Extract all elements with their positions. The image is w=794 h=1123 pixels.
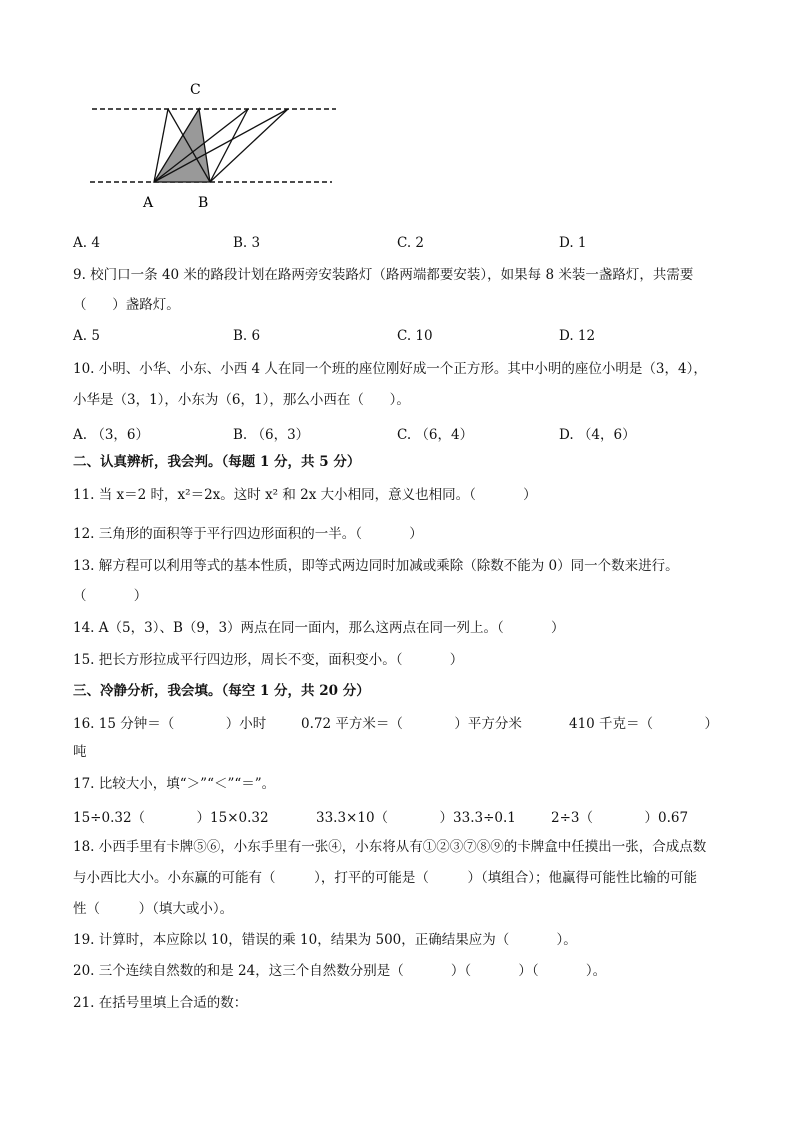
q18-line3[interactable]: 性（ ）（填大或小）。 (73, 901, 234, 917)
q16-part-minutes[interactable]: 16. 15 分钟＝（ ）小时 (73, 716, 267, 732)
q10-option-b[interactable]: B. （6，3） (233, 427, 310, 443)
q18-line2[interactable]: 与小西比大小。小东赢的可能有（ ），打平的可能是（ ）（填组合）；他赢得可能性比输的可能 (73, 870, 697, 886)
q13-line1: 13. 解方程可以利用等式的基本性质，即等式两边同时加减或乘除（除数不能为 0）同一个数来进行。 (73, 558, 679, 574)
q8-option-d[interactable]: D. 1 (559, 235, 587, 251)
q9-option-b[interactable]: B. 6 (233, 328, 261, 344)
q21: 21. 在括号里填上合适的数： (73, 995, 248, 1011)
q8-option-b[interactable]: B. 3 (233, 235, 261, 251)
q16-line2: 吨 (73, 744, 87, 760)
q9-options (73, 328, 753, 346)
q18-line1: 18. 小西手里有卡牌⑤⑥，小东手里有一张④，小东将从有①②③⑦⑧⑨的卡牌盒中任摸出一张，合成点数 (73, 839, 707, 855)
q9-option-d[interactable]: D. 12 (559, 328, 596, 344)
label-c: C (190, 82, 201, 98)
label-b: B (198, 195, 209, 211)
q9-option-a[interactable]: A. 5 (73, 328, 100, 344)
q10-option-d[interactable]: D. （4，6） (559, 427, 636, 443)
q9-line2[interactable]: （ ）盏路灯。 (73, 297, 180, 313)
q16-line1 (73, 712, 753, 730)
q15[interactable]: 15. 把长方形拉成平行四边形，周长不变，面积变小。（ ） (73, 652, 464, 668)
q11[interactable]: 11. 当 x＝2 时，x²＝2x。这时 x² 和 2x 大小相同，意义也相同。（ ） (73, 487, 537, 503)
q8-option-a[interactable]: A. 4 (73, 235, 100, 251)
q9-line1: 9. 校门口一条 40 米的路段计划在路两旁安装路灯（路两端都要安装），如果每 8 米装一盏路灯，共需要 (73, 267, 694, 283)
q17-compare-2[interactable]: 33.3×10（ ）33.3÷0.1 (316, 810, 516, 826)
q17-compare-1[interactable]: 15÷0.32（ ）15×0.32 (73, 810, 269, 826)
section2-heading: 二、认真辨析，我会判。（每题 1 分，共 5 分） (73, 454, 361, 470)
q8-options (73, 235, 753, 253)
q17-compare-3[interactable]: 2÷3（ ）0.67 (551, 810, 689, 826)
q14[interactable]: 14. A（5，3）、B（9，3）两点在同一面内，那么这两点在同一列上。（ ） (73, 620, 565, 636)
q10-line1: 10. 小明、小华、小东、小西 4 人在同一个班的座位刚好成一个正方形。其中小明的座位小明是（3，4）， (73, 361, 707, 377)
geometry-figure (80, 76, 350, 216)
q13-line2[interactable]: （ ） (73, 588, 148, 604)
label-a: A (143, 195, 154, 211)
q10-option-c[interactable]: C. （6，4） (397, 427, 474, 443)
q20[interactable]: 20. 三个连续自然数的和是 24，这三个自然数分别是（ ）（ ）（ ）。 (73, 963, 607, 979)
q16-part-area[interactable]: 0.72 平方米＝（ ）平方分米 (301, 716, 522, 732)
q12[interactable]: 12. 三角形的面积等于平行四边形面积的一半。（ ） (73, 526, 423, 542)
q10-options (73, 423, 753, 441)
q17-comparisons (73, 806, 753, 824)
triangle-edge (210, 109, 248, 182)
q10-line2[interactable]: 小华是（3，1），小东为（6，1），那么小西在（ ）。 (73, 392, 410, 408)
q8-option-c[interactable]: C. 2 (397, 235, 425, 251)
q10-option-a[interactable]: A. （3，6） (73, 427, 150, 443)
section3-heading: 三、冷静分析，我会填。（每空 1 分，共 20 分） (73, 683, 370, 699)
q19[interactable]: 19. 计算时，本应除以 10，错误的乘 10，结果为 500，正确结果应为（ ）。 (73, 932, 577, 948)
q17-line1: 17. 比较大小，填“＞”“＜”“＝”。 (73, 776, 276, 792)
q16-part-weight[interactable]: 410 千克＝（ ） (569, 716, 719, 732)
q9-option-c[interactable]: C. 10 (397, 328, 433, 344)
